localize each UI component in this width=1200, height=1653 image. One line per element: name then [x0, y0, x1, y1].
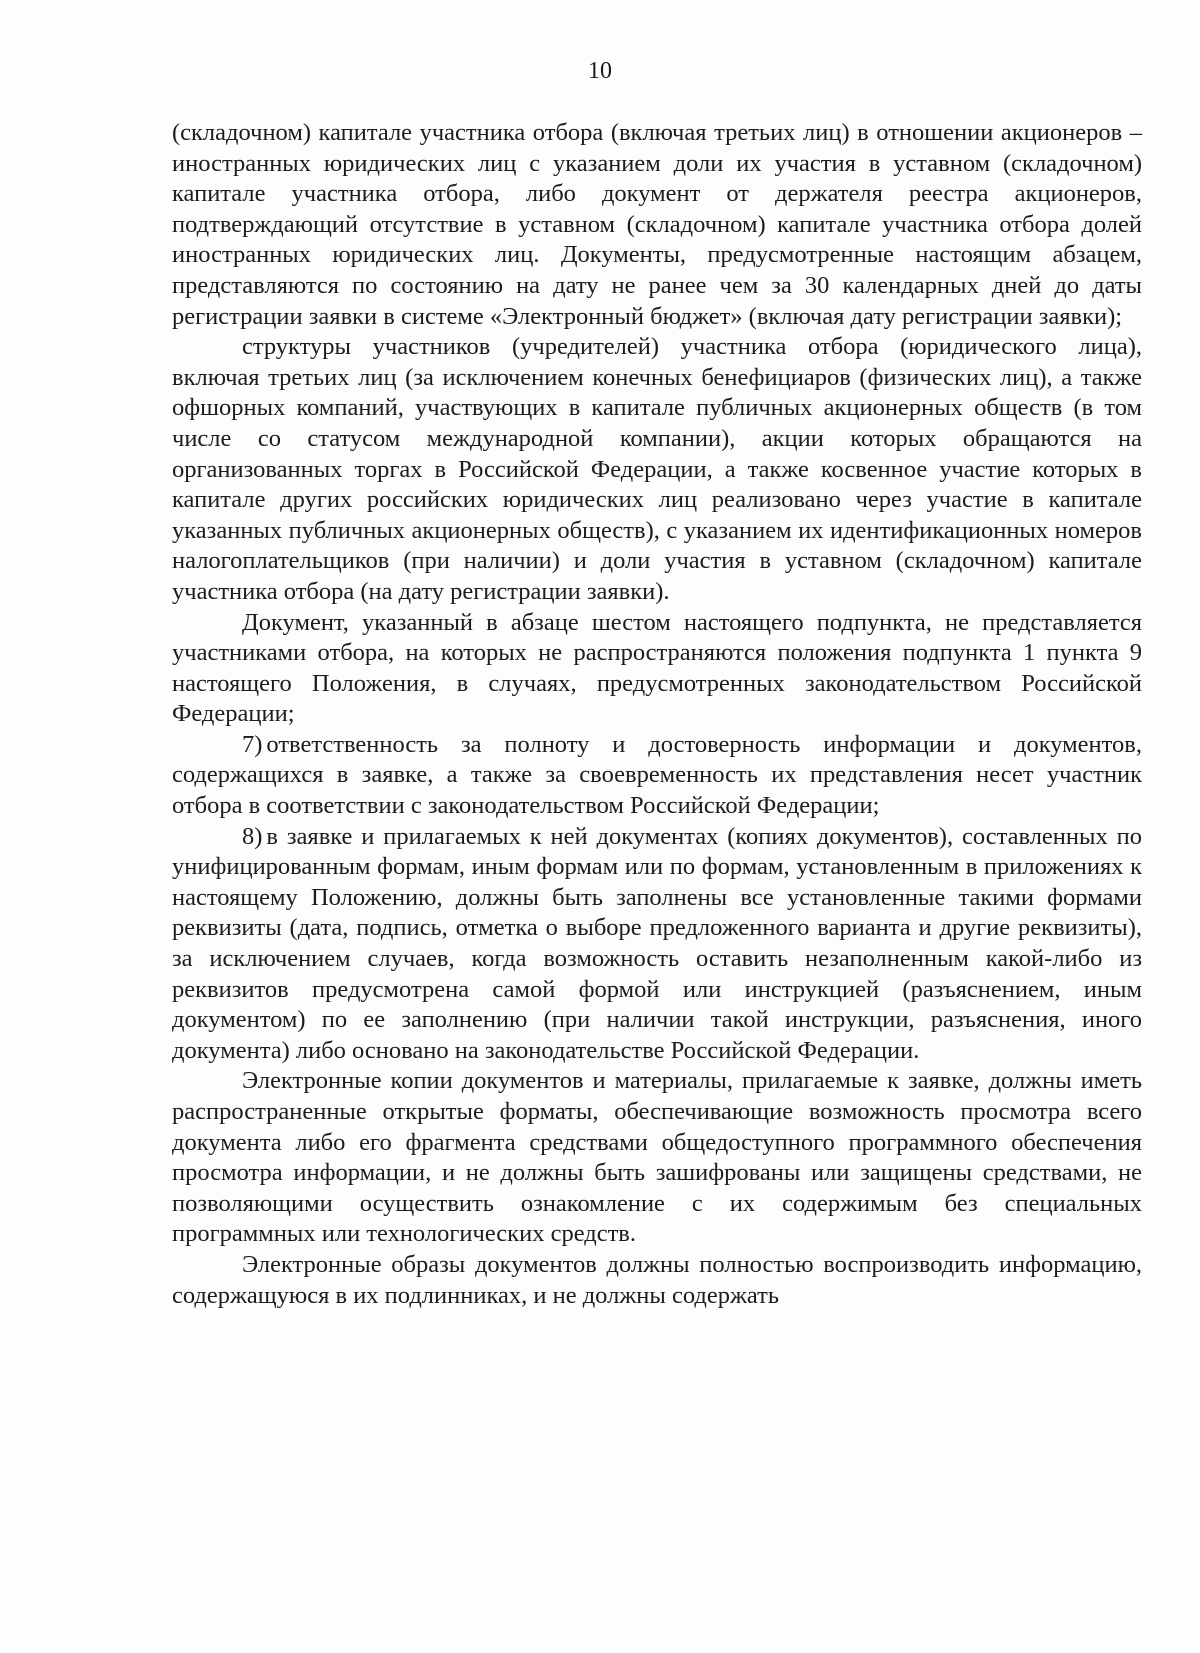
- paragraph-electronic-copies: [172, 1066, 1142, 1250]
- paragraph-electronic-images: [172, 1250, 1142, 1311]
- paragraph-text: Документ, указанный в абзаце шестом настоящего подпункта, не представляется участниками отбора, на которых не распространяются положения подпункта 1 пункта 9 настоящего Положения, в случаях, предусмотренных законодательством Российской Федерации;: [172, 608, 1142, 728]
- list-item-number: 8): [242, 822, 263, 850]
- list-item-7: [172, 730, 1142, 822]
- paragraph-text: в заявке и прилагаемых к ней документах (копиях документов), составленных по унифицированным формам, иным формам или по формам, установленным в приложениях к настоящему Положению, должны быть заполнены все установленные такими формами реквизиты (дата, подпись, отметка о выборе предложенного варианта и другие реквизиты), за исключением случаев, когда возможность оставить незаполненным какой-либо из реквизитов предусмотрена самой формой или инструкцией (разъяснением, иным документом) по ее заполнению (при наличии такой инструкции, разъяснения, иного документа) либо основано на законодательстве Российской Федерации.: [172, 822, 1142, 1064]
- paragraph-text: Электронные образы документов должны полностью воспроизводить информацию, содержащуюся в их подлинниках, и не должны содержать: [172, 1250, 1142, 1309]
- paragraph-text: Электронные копии документов и материалы, прилагаемые к заявке, должны иметь распространенные открытые форматы, обеспечивающие возможность просмотра всего документа либо его фрагмента средствами общедоступного программного обеспечения просмотра информации, и не должны быть зашифрованы или защищены средствами, не позволяющими осуществить ознакомление с их содержимым без специальных программных или технологических средств.: [172, 1067, 1142, 1248]
- document-body: [172, 118, 1142, 1311]
- paragraph-text: структуры участников (учредителей) участника отбора (юридического лица), включая третьих лиц (за исключением конечных бенефициаров (физических лиц), а также офшорных компаний, участвующих в капитале публичных акционерных обществ (в том числе со статусом международной компании), акции которых обращаются на организованных торгах в Российской Федерации, а также косвенное участие которых в капитале других российских юридических лиц реализовано через участие в капитале указанных публичных акционерных обществ), с указанием их идентификационных номеров налогоплательщиков (при наличии) и доли участия в уставном (складочном) капитале участника отбора (на дату регистрации заявки).: [172, 333, 1142, 605]
- paragraph-text: (складочном) капитале участника отбора (включая третьих лиц) в отношении акционеров – иностранных юридических лиц с указанием доли их участия в уставном (складочном) капитале участника отбора, либо документ от держателя реестра акционеров, подтверждающий отсутствие в уставном (складочном) капитале участника отбора долей иностранных юридических лиц. Документы, предусмотренные настоящим абзацем, представляются по состоянию на дату не ранее чем за 30 календарных дней до даты регистрации заявки в системе «Электронный бюджет» (включая дату регистрации заявки);: [172, 119, 1142, 330]
- list-item-number: 7): [242, 730, 263, 758]
- list-item-8: [172, 822, 1142, 1067]
- page-number: 10: [588, 58, 612, 84]
- paragraph-structure: [172, 332, 1142, 607]
- paragraph-continuation: [172, 118, 1142, 332]
- paragraph-text: ответственность за полноту и достоверность информации и документов, содержащихся в заявке, а также за своевременность их представления несет участник отбора в соответствии с законодательством Российской Федерации;: [172, 730, 1142, 820]
- paragraph-document: [172, 608, 1142, 730]
